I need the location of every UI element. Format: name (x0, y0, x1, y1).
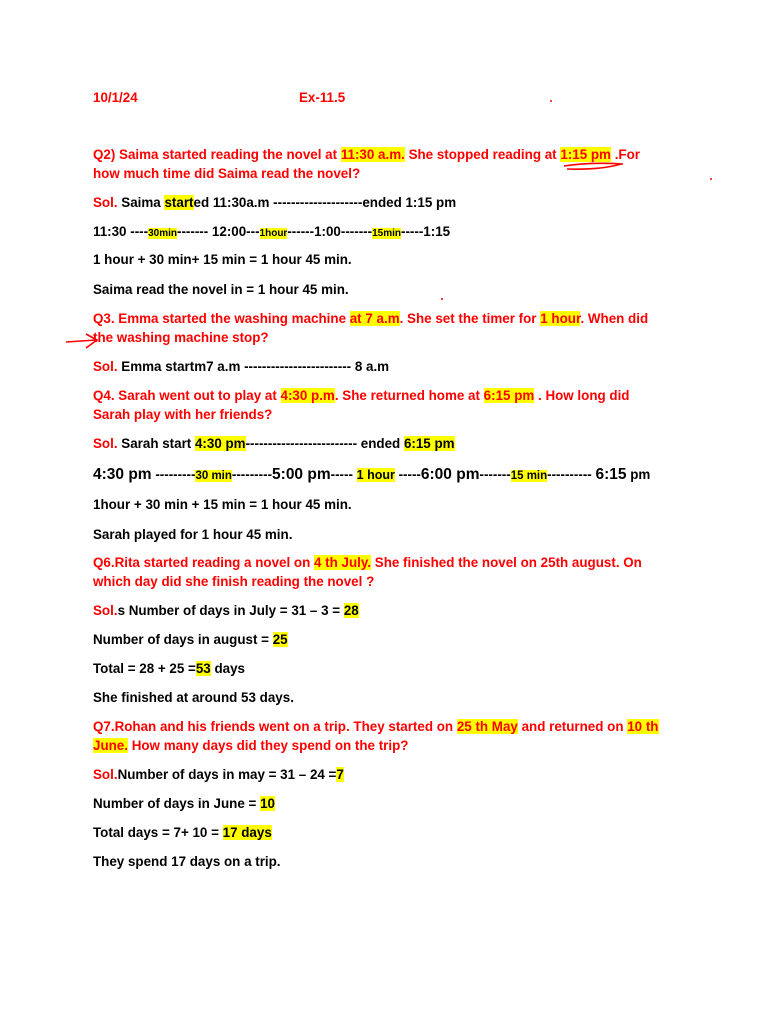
highlight: 4 th July. (314, 555, 372, 570)
highlight: 1:15 pm (560, 147, 611, 162)
highlight: 53 (195, 661, 211, 676)
highlight: 6:15 pm (483, 388, 535, 403)
highlight: 7 (336, 767, 344, 782)
q6-question-line2: which day did she finish reading the novel ? (93, 574, 375, 589)
highlight: 11:30 a.m. (340, 147, 405, 162)
q6-answer: She finished at around 53 days. (93, 690, 294, 705)
highlight: start (164, 195, 194, 210)
q3-solution: Sol. Emma startm7 a.m ------------------------ 8 a.m (93, 359, 390, 374)
highlight: 10 th (627, 719, 659, 734)
highlight: June. (93, 738, 128, 753)
highlight: 15 min (510, 470, 548, 482)
highlight: 25 (272, 632, 288, 647)
q7-question-line1: Q7.Rohan and his friends went on a trip. They started on 25 th May and returned on 10 th (93, 719, 659, 734)
q2-answer: Saima read the novel in = 1 hour 45 min. (93, 282, 349, 297)
underline-ink (561, 160, 631, 172)
q2-question-line2: how much time did Saima read the novel? (93, 166, 361, 181)
q6-august-days: Number of days in august = 25 (93, 632, 288, 647)
date-label: 10/1/24 (93, 90, 138, 105)
highlight: 1hour (259, 228, 288, 239)
q4-solution: Sol. Sarah start 4:30 pm------------------------- ended 6:15 pm (93, 436, 455, 451)
q7-june-days: Number of days in June = 10 (93, 796, 275, 811)
q7-question-line2: June. How many days did they spend on the trip? (93, 738, 409, 753)
highlight: 1 hour (540, 311, 581, 326)
highlight: 4:30 pm (194, 436, 246, 451)
highlight: 1 hour (356, 468, 395, 482)
highlight: 30 min (195, 470, 232, 482)
q4-question-line1: Q4. Sarah went out to play at 4:30 p.m. She returned home at 6:15 pm . How long did (93, 388, 630, 403)
highlight: 30min (148, 228, 177, 239)
q6-question-line1: Q6.Rita started reading a novel on 4 th July. She finished the novel on 25th august. On (93, 555, 642, 570)
q3-question-line2: the washing machine stop? (93, 330, 269, 345)
q7-total: Total days = 7+ 10 = 17 days (93, 825, 272, 840)
q2-calculation: 1 hour + 30 min+ 15 min = 1 hour 45 min. (93, 252, 352, 267)
ink-dot (441, 298, 443, 300)
q4-question-line2: Sarah play with her friends? (93, 407, 273, 422)
highlight: 17 days (222, 825, 272, 840)
exercise-label: Ex-11.5 (299, 90, 346, 105)
q2-question-line1: Q2) Saima started reading the novel at 11:30 a.m. She stopped reading at 1:15 pm .For (93, 147, 640, 162)
q7-answer: They spend 17 days on a trip. (93, 854, 281, 869)
q6-solution: Sol.s Number of days in July = 31 – 3 = 28 (93, 603, 359, 618)
highlight: 28 (343, 603, 359, 618)
highlight: 6:15 pm (403, 436, 455, 451)
q7-solution: Sol.Number of days in may = 31 – 24 =7 (93, 767, 344, 782)
q6-total: Total = 28 + 25 =53 days (93, 661, 245, 676)
highlight: 4:30 p.m (280, 388, 335, 403)
q4-answer: Sarah played for 1 hour 45 min. (93, 527, 293, 542)
highlight: 15min (372, 228, 402, 239)
q2-solution: Sol. Saima started 11:30a.m --------------------ended 1:15 pm (93, 195, 457, 210)
q2-timeline: 11:30 ----30min------- 12:00---1hour------1:00-------15min-----1:15 (93, 224, 451, 239)
q4-timeline: 4:30 pm ---------30 min---------5:00 pm----- 1 hour -----6:00 pm-------15 min---------- 6:15 pm (93, 466, 651, 483)
ink-dot (710, 178, 712, 180)
highlight: at 7 a.m (349, 311, 400, 326)
q4-calculation: 1hour + 30 min + 15 min = 1 hour 45 min. (93, 497, 352, 512)
ink-dot (550, 100, 552, 102)
highlight: 10 (260, 796, 275, 811)
q3-question-line1: Q3. Emma started the washing machine at 7 a.m. She set the timer for 1 hour. When did (93, 311, 649, 326)
highlight: 25 th May (456, 719, 518, 734)
arrow-ink-icon (64, 332, 104, 352)
